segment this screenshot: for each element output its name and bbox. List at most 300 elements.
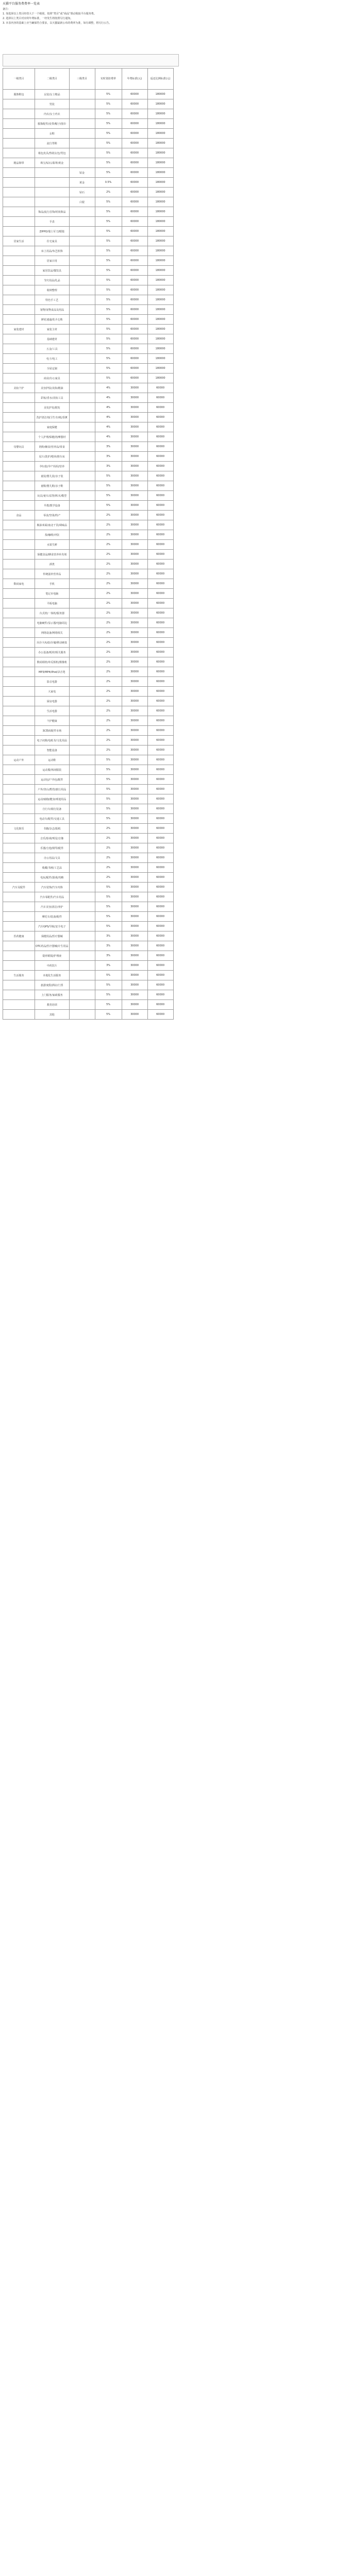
table-cell: 居家生活 [3, 236, 35, 246]
table-cell: 5% [95, 148, 122, 158]
table-cell: 60000 [122, 217, 147, 227]
table-cell: 60000 [147, 452, 173, 462]
table-cell: 美发护发/假发 [35, 403, 70, 413]
table-cell: 60000 [122, 109, 147, 119]
table-cell: 30000 [122, 520, 147, 530]
page-title: 天猫平台服务费费率一览表 [3, 2, 40, 6]
table-cell [69, 403, 95, 413]
table-row [3, 236, 174, 246]
table-cell: 5% [95, 217, 122, 227]
table-cell: 数码家电 [3, 579, 35, 589]
table-cell [69, 883, 95, 892]
table-cell: 2% [95, 560, 122, 569]
table-cell [69, 922, 95, 931]
table-cell [69, 246, 95, 256]
table-row [3, 628, 174, 638]
table-cell: 本地化生活服务 [35, 971, 70, 980]
table-cell [3, 520, 35, 530]
table-cell: 零食/坚果/特产 [35, 511, 70, 520]
table-cell: 30000 [122, 442, 147, 452]
table-cell: 180000 [147, 344, 173, 354]
table-row [3, 374, 174, 383]
table-cell: 60000 [147, 824, 173, 834]
table-cell: 5% [95, 99, 122, 109]
table-row [3, 961, 174, 971]
table-cell: 奶粉/辅食/营养品/零食 [35, 442, 70, 452]
table-cell: 5% [95, 90, 122, 99]
table-cell: 2% [95, 706, 122, 716]
table-cell: 60000 [147, 501, 173, 511]
table-cell [69, 697, 95, 706]
table-row [3, 560, 174, 569]
table-cell [69, 892, 95, 902]
table-cell [3, 677, 35, 687]
table-cell [69, 579, 95, 589]
table-cell: 30000 [122, 912, 147, 922]
table-cell [69, 608, 95, 618]
table-cell: 180000 [147, 109, 173, 119]
table-cell [69, 794, 95, 804]
table-cell: 5% [95, 158, 122, 168]
table-cell [69, 452, 95, 462]
table-cell [69, 344, 95, 354]
table-cell: 钻石 [69, 188, 95, 197]
table-cell: 60000 [147, 481, 173, 491]
table-cell: 30000 [122, 618, 147, 628]
table-cell: 中药饮片 [35, 961, 70, 971]
table-cell [69, 148, 95, 158]
table-cell [3, 941, 35, 951]
table-cell: 30000 [122, 765, 147, 775]
table-row [3, 462, 174, 471]
table-cell: 60000 [122, 119, 147, 129]
table-cell: 60000 [122, 364, 147, 374]
table-cell: 生活电器 [35, 706, 70, 716]
table-cell: 5% [95, 804, 122, 814]
table-row [3, 334, 174, 344]
table-cell: 30000 [122, 951, 147, 961]
table-cell [3, 354, 35, 364]
table-cell [3, 961, 35, 971]
table-cell: 5% [95, 971, 122, 980]
table-row [3, 618, 174, 628]
table-cell: 60000 [122, 285, 147, 295]
header-cell: 返还比例标准(元) [147, 69, 173, 90]
table-cell: 2% [95, 530, 122, 540]
table-cell: 5% [95, 129, 122, 139]
table-cell: 60000 [147, 511, 173, 520]
table-cell: 电子词典/电纸书/文化用品 [35, 736, 70, 745]
table-cell [69, 295, 95, 305]
table-cell: 5% [95, 344, 122, 354]
table-cell: 30000 [122, 599, 147, 608]
table-cell [69, 266, 95, 276]
table-cell: 五金/工具 [35, 344, 70, 354]
table-cell [3, 168, 35, 178]
table-row [3, 178, 174, 188]
table-cell [69, 442, 95, 452]
table-cell [69, 1010, 95, 1020]
table-cell: 60000 [147, 697, 173, 706]
table-cell: 5% [95, 785, 122, 794]
table-row [3, 266, 174, 276]
table-cell [69, 560, 95, 569]
table-cell: 60000 [147, 589, 173, 599]
table-cell: 5% [95, 501, 122, 511]
table-cell: 60000 [147, 912, 173, 922]
table-cell [69, 276, 95, 285]
table-cell: 30000 [122, 589, 147, 599]
table-cell: 童装/婴儿装/亲子装 [35, 471, 70, 481]
table-cell: 60000 [122, 197, 147, 207]
table-cell: 60000 [122, 256, 147, 266]
table-cell: 5% [95, 481, 122, 491]
table-cell: 30000 [122, 413, 147, 422]
table-cell [3, 217, 35, 227]
table-row [3, 726, 174, 736]
table-cell [3, 716, 35, 726]
table-cell: 运动包/户外包/配件 [35, 775, 70, 785]
table-cell: 180000 [147, 139, 173, 148]
table-cell [69, 158, 95, 168]
table-cell: 30000 [122, 648, 147, 657]
table-cell: 5% [95, 794, 122, 804]
table-cell: 2% [95, 853, 122, 863]
table-cell: 茶/咖啡/冲饮 [35, 530, 70, 540]
table-cell: 户外/登山/野营/旅行用品 [35, 785, 70, 794]
table-row [3, 775, 174, 785]
table-cell: 内衣/女士内衣 [35, 109, 70, 119]
table-row [3, 148, 174, 158]
table-cell: 60000 [147, 971, 173, 980]
table-cell [69, 667, 95, 677]
table-cell: 4% [95, 432, 122, 442]
table-cell [3, 305, 35, 315]
table-cell [69, 315, 95, 325]
table-cell: 节庆用品/礼品 [35, 276, 70, 285]
table-cell: 30000 [122, 736, 147, 745]
table-cell [3, 491, 35, 501]
table-row [3, 648, 174, 657]
table-cell: 30000 [122, 980, 147, 990]
table-cell [3, 814, 35, 824]
table-cell: 60000 [147, 863, 173, 873]
table-cell: 5% [95, 364, 122, 374]
table-cell [69, 491, 95, 501]
table-cell: 5% [95, 1000, 122, 1010]
table-cell: 美容护肤/美体/精油 [35, 383, 70, 393]
table-cell: 30000 [122, 471, 147, 481]
table-cell: 60000 [122, 344, 147, 354]
table-cell: 30000 [122, 755, 147, 765]
table-cell: 2% [95, 834, 122, 843]
table-cell [69, 902, 95, 912]
table-cell: 收纳整理 [35, 285, 70, 295]
table-cell: 摩托车/装备/配件 [35, 912, 70, 922]
table-cell: 30000 [122, 432, 147, 442]
table-cell [69, 393, 95, 403]
table-cell [3, 285, 35, 295]
table-cell [69, 843, 95, 853]
table-cell: 30000 [122, 667, 147, 677]
table-cell [69, 657, 95, 667]
table-cell: 2% [95, 745, 122, 755]
table-cell: 医药健康 [3, 931, 35, 941]
table-cell: 2% [95, 569, 122, 579]
table-row [3, 491, 174, 501]
table-cell [3, 638, 35, 648]
table-cell: 精品饰带 [3, 158, 35, 168]
table-row [3, 383, 174, 393]
table-row [3, 931, 174, 941]
table-row [3, 599, 174, 608]
table-cell [69, 471, 95, 481]
table-cell: 5% [95, 139, 122, 148]
table-cell: 2% [95, 716, 122, 726]
table-cell: 30000 [122, 638, 147, 648]
note-line: 1. 如选择以上类目经营大于一个级别，按照“类目”或“商品”课动收取平台服务费。 [3, 12, 96, 15]
table-cell [3, 697, 35, 706]
table-cell [3, 471, 35, 481]
table-cell: 180000 [147, 99, 173, 109]
table-cell: 2% [95, 687, 122, 697]
table-cell: 60000 [147, 1000, 173, 1010]
table-cell: 女装/女士精品 [35, 90, 70, 99]
table-cell: 180000 [147, 305, 173, 315]
table-row [3, 902, 174, 912]
notice-box [3, 54, 179, 66]
table-cell [3, 785, 35, 794]
table-cell: 60000 [122, 178, 147, 188]
table-cell: 汽车及配件 [3, 883, 35, 892]
table-cell: 4% [95, 403, 122, 413]
table-cell: 网络设备/网络相关 [35, 628, 70, 638]
table-row [3, 608, 174, 618]
table-cell [35, 168, 70, 178]
table-cell: 60000 [147, 667, 173, 677]
table-cell: 60000 [147, 462, 173, 471]
table-cell: 30000 [122, 853, 147, 863]
table-cell: 平板电脑 [35, 599, 70, 608]
table-row [3, 736, 174, 745]
table-cell: 60000 [147, 755, 173, 765]
table-cell [69, 628, 95, 638]
table-cell: 2% [95, 599, 122, 608]
table-cell: 其他 [35, 1010, 70, 1020]
table-cell: 2% [95, 550, 122, 560]
table-cell: 自行车/骑行装备 [35, 804, 70, 814]
table-row [3, 853, 174, 863]
table-cell: 180000 [147, 295, 173, 305]
table-cell [3, 667, 35, 677]
table-cell: 玩具/童车/益智/积木/模型 [35, 491, 70, 501]
table-cell: 30000 [122, 814, 147, 824]
table-cell [69, 755, 95, 765]
table-cell: 180000 [147, 90, 173, 99]
table-cell: 30000 [122, 530, 147, 540]
table-cell [3, 432, 35, 442]
table-cell [3, 569, 35, 579]
table-cell: 180000 [147, 354, 173, 364]
table-cell: 30000 [122, 657, 147, 667]
table-cell: 60000 [147, 628, 173, 638]
table-cell: 30000 [122, 843, 147, 853]
table-cell: 教育培训 [35, 1000, 70, 1010]
table-cell: 60000 [122, 129, 147, 139]
table-cell: 60000 [122, 276, 147, 285]
table-cell [69, 980, 95, 990]
table-cell: 5% [95, 325, 122, 334]
table-cell: 住宅家具 [35, 236, 70, 246]
table-cell: 电玩/配件/游戏/攻略 [35, 873, 70, 883]
table-cell: 30000 [122, 990, 147, 1000]
table-cell: 5% [95, 285, 122, 295]
table-cell: 60000 [147, 618, 173, 628]
table-row [3, 481, 174, 491]
table-cell [69, 775, 95, 785]
table-cell: 60000 [147, 403, 173, 413]
table-cell: 30000 [122, 462, 147, 471]
table-row [3, 501, 174, 511]
table-cell: 60000 [147, 804, 173, 814]
table-row [3, 158, 174, 168]
table-cell: 60000 [147, 530, 173, 540]
table-cell [3, 608, 35, 618]
table-cell: 电子/电工 [35, 354, 70, 364]
table-cell: 粮油米面/南北干货/调味品 [35, 520, 70, 530]
table-cell: 2% [95, 608, 122, 618]
table-cell: 60000 [147, 442, 173, 452]
table-cell: 2% [95, 736, 122, 745]
table-cell [3, 843, 35, 853]
table-cell: 60000 [122, 168, 147, 178]
table-cell: 4% [95, 422, 122, 432]
table-cell: 60000 [122, 236, 147, 246]
table-cell [3, 481, 35, 491]
table-cell: 60000 [147, 843, 173, 853]
table-cell: 服饰配件/皮带/帽子/围巾 [35, 119, 70, 129]
table-cell: 个人护理/保健/按摩器材 [35, 432, 70, 442]
table-cell: 60000 [122, 207, 147, 217]
table-cell: 180000 [147, 168, 173, 178]
table-row [3, 1010, 174, 1020]
table-cell [3, 794, 35, 804]
table-row [3, 403, 174, 413]
table-cell [69, 990, 95, 1000]
table-cell: 180000 [147, 197, 173, 207]
table-cell [3, 530, 35, 540]
table-cell: 180000 [147, 256, 173, 266]
table-cell: 60000 [147, 413, 173, 422]
table-cell [3, 364, 35, 374]
table-row [3, 325, 174, 334]
table-cell [69, 1000, 95, 1010]
table-cell: 5% [95, 305, 122, 315]
table-cell: 电动车/配件/交通工具 [35, 814, 70, 824]
table-cell: 2% [95, 657, 122, 667]
table-cell: 洗护清洁剂/卫生巾/纸/香薰 [35, 413, 70, 422]
table-cell [69, 550, 95, 560]
table-cell: 大家电 [35, 687, 70, 697]
table-cell [69, 325, 95, 334]
table-cell: 180000 [147, 217, 173, 227]
table-row [3, 883, 174, 892]
table-cell: 5% [95, 755, 122, 765]
table-cell: 180000 [147, 374, 173, 383]
table-cell: 30000 [122, 824, 147, 834]
table-cell [3, 628, 35, 638]
table-cell: 5% [95, 246, 122, 256]
table-cell: 汽车装饰/汽车内饰 [35, 883, 70, 892]
table-cell: 5% [95, 922, 122, 931]
table-row [3, 119, 174, 129]
table-cell: 食品 [3, 511, 35, 520]
table-cell [69, 540, 95, 550]
table-row [3, 256, 174, 266]
table-cell: 30000 [122, 941, 147, 951]
table-cell: 30000 [122, 804, 147, 814]
table-cell: 流行男鞋 [35, 139, 70, 148]
table-row [3, 657, 174, 667]
table-cell: 30000 [122, 511, 147, 520]
table-cell: 家庭保健 [35, 422, 70, 432]
table-cell: 3% [95, 452, 122, 462]
table-cell [69, 501, 95, 511]
table-cell: 文化娱乐 [3, 824, 35, 834]
table-row [3, 912, 174, 922]
header-cell: 一级类目 [3, 69, 35, 90]
table-cell [69, 765, 95, 775]
table-cell: 60000 [147, 560, 173, 569]
table-cell: 5% [95, 892, 122, 902]
table-cell: 5% [95, 334, 122, 344]
table-cell: 60000 [147, 794, 173, 804]
table-cell: 5% [95, 168, 122, 178]
table-cell [69, 462, 95, 471]
table-cell: 60000 [122, 325, 147, 334]
table-cell: 5% [95, 227, 122, 236]
table-cell [35, 188, 70, 197]
table-cell [3, 188, 35, 197]
table-cell [3, 148, 35, 158]
table-cell [69, 530, 95, 540]
table-cell: 2% [95, 824, 122, 834]
table-cell [3, 726, 35, 736]
table-cell: 影音电器 [35, 677, 70, 687]
table-cell: 白银 [69, 197, 95, 207]
table-cell: 30000 [122, 687, 147, 697]
table-cell [69, 109, 95, 119]
table-cell: 2% [95, 726, 122, 736]
table-row [3, 520, 174, 530]
table-cell: 孕妇装/孕产妈妈/营养 [35, 462, 70, 471]
table-row [3, 697, 174, 706]
table-cell [35, 197, 70, 207]
table-cell: 30000 [122, 794, 147, 804]
table-cell: 家居饮品/餐饮具 [35, 266, 70, 276]
table-cell [3, 657, 35, 667]
table-cell: 60000 [147, 931, 173, 941]
table-cell: 60000 [147, 922, 173, 931]
table-cell: 运动鞋 [35, 755, 70, 765]
table-cell [3, 550, 35, 560]
table-row [3, 569, 174, 579]
table-cell [3, 1000, 35, 1010]
table-row [3, 109, 174, 119]
table-cell: 60000 [147, 677, 173, 687]
table-cell: 30000 [122, 560, 147, 569]
table-cell: 3% [95, 961, 122, 971]
